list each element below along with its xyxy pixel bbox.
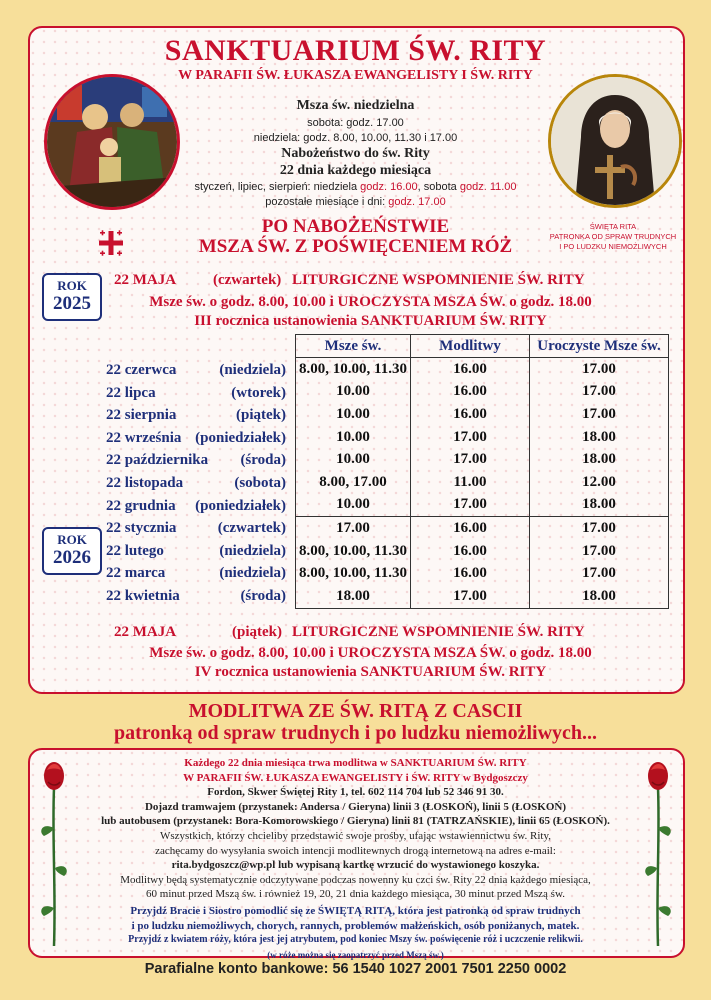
cell-prayers: 16.00: [411, 381, 530, 404]
sunday-mass-line: sobota: godz. 17.00: [307, 117, 404, 129]
table-row: [296, 585, 669, 608]
schedule-table: [295, 334, 669, 609]
event-title: LITURGICZNE WSPOMNIENIE ŚW. RITY: [292, 272, 585, 288]
after-service-heading: MSZA ŚW. Z POŚWIĘCENIEM RÓŻ: [198, 236, 513, 257]
novena-subheading: 22 dnia każdego miesiąca: [279, 163, 432, 178]
event-weekday: (czwartek): [213, 272, 282, 288]
invitation-line: Przyjdź Bracie i Siostro pomodlić się ze ŚWIĘTĄ RITĄ, która jest patronką od spraw trudnych: [130, 904, 581, 917]
weekday-text: (wtorek): [231, 384, 286, 401]
table-row: [296, 448, 669, 471]
schedule-date-label: [106, 362, 286, 384]
event-anniversary: IV rocznica ustanowienia SANKTUARIUM ŚW. RITY: [194, 664, 547, 680]
info-line: 60 minut przed Mszą św. i również 19, 20, 21 dnia każdego miesiąca, 30 minut przed Mszą św.: [146, 888, 565, 901]
weekday-text: (niedziela): [219, 565, 286, 582]
cell-prayers: 16.00: [411, 540, 530, 563]
event-times: Msze św. o godz. 8.00, 10.00 i UROCZYSTA MSZA ŚW. o godz. 18.00: [149, 645, 592, 661]
schedule-date-label: [106, 385, 286, 407]
table-row: [296, 358, 669, 381]
date-text: 22 lipca: [106, 384, 156, 401]
cell-masses: 8.00, 10.00, 11.30: [296, 540, 411, 563]
bus-line: lub autobusem (przystanek: Bora-Komorowskiego / Gieryna) linii 81 (TATRZAŃSKIE), linii 65 (ŁOSKOŃ).: [101, 815, 610, 828]
info-line: zachęcamy do wysyłania swoich intencji modlitewnych drogą internetową na adres e-mail:: [155, 844, 556, 857]
schedule-date-label: [106, 498, 286, 520]
year-badge-value: 2025: [53, 293, 91, 314]
column-header: Uroczyste Msze św.: [530, 335, 669, 358]
date-text: 22 kwietnia: [106, 588, 180, 604]
rose-icon: [640, 758, 676, 953]
page-title: SANKTUARIUM ŚW. RITY: [164, 34, 547, 67]
novena-line: [0, 181, 711, 193]
info-line: Każdego 22 dnia miesiąca trwa modlitwa w SANKTUARIUM ŚW. RITY: [184, 757, 527, 769]
table-row: [296, 494, 669, 517]
cell-solemn: 18.00: [530, 494, 669, 517]
weekday-text: (piątek): [236, 407, 286, 424]
event-weekday: (piątek): [232, 624, 282, 640]
date-text: 22 marca: [106, 565, 166, 582]
invitation-note: (w róże można się zaopatrzyć przed Mszą św.): [267, 949, 444, 960]
weekday-text: (środa): [240, 588, 286, 604]
saint-caption-line: I PO LUDZKU NIEMOŻLIWYCH: [559, 242, 667, 251]
cell-solemn: 12.00: [530, 471, 669, 494]
schedule-date-label: [106, 520, 286, 542]
column-header: Msze św.: [296, 335, 411, 358]
cell-prayers: 17.00: [411, 448, 530, 471]
sunday-mass-heading: Msza św. niedzielna: [296, 98, 415, 113]
info-line: Modlitwy będą systematycznie odczytywane podczas nowenny ku czci św. Rity 22 dnia każdego miesiąca,: [120, 873, 591, 886]
info-line: W PARAFII ŚW. ŁUKASZA EWANGELISTY i ŚW. RITY w Bydgoszczy: [183, 771, 528, 784]
schedule-date-label: [106, 475, 286, 497]
saint-caption-line: PATRONKA OD SPRAW TRUDNYCH: [549, 232, 677, 241]
info-text: [80, 756, 631, 962]
novena-time: godz. 16.00: [360, 181, 418, 193]
date-text: 22 września: [106, 429, 182, 446]
weekday-text: (niedziela): [219, 542, 286, 559]
cell-masses: 10.00: [296, 494, 411, 517]
date-text: 22 października: [106, 452, 209, 469]
cell-masses: 17.00: [296, 517, 411, 540]
novena-time: godz. 17.00: [388, 196, 446, 208]
invitation-line: i po ludzku niemożliwych, chorych, rannych, problemów małżeńskich, osób poniżanych, matek.: [131, 919, 580, 932]
bank-account: Parafialne konto bankowe: 56 1540 1027 2001 7501 2250 0002: [144, 961, 567, 977]
weekday-text: (poniedziałek): [195, 429, 286, 446]
cell-solemn: 17.00: [530, 358, 669, 381]
schedule-date-label: [106, 407, 286, 429]
sunday-mass-line: niedziela: godz. 8.00, 10.00, 11.30 i 17.00: [253, 132, 458, 144]
date-text: 22 grudnia: [106, 497, 176, 514]
cell-prayers: 17.00: [411, 494, 530, 517]
cell-masses: 10.00: [296, 448, 411, 471]
schedule-date-label: [106, 565, 286, 587]
schedule-date-label: [106, 430, 286, 452]
invitation-line: Przyjdź z kwiatem róży, która jest jej atrybutem, pod koniec Mszy św. poświęcenie róż i uczczenie relikwii.: [128, 934, 583, 946]
date-text: 22 listopada: [106, 475, 184, 491]
prayer-heading: MODLITWA ZE ŚW. RITĄ Z CASCII: [188, 700, 523, 722]
weekday-text: (niedziela): [219, 362, 286, 378]
cell-prayers: 16.00: [411, 403, 530, 426]
cell-prayers: 16.00: [411, 562, 530, 585]
cell-solemn: 17.00: [530, 517, 669, 540]
novena-text: pozostałe miesiące i dni:: [265, 196, 389, 208]
cell-masses: 10.00: [296, 381, 411, 404]
cell-solemn: 18.00: [530, 426, 669, 449]
table-row: [296, 403, 669, 426]
schedule-date-label: [106, 588, 286, 610]
novena-line: [0, 196, 711, 208]
cell-prayers: 11.00: [411, 471, 530, 494]
year-badge-label: ROK: [57, 532, 87, 547]
address-line: Fordon, Skwer Świętej Rity 1, tel. 602 114 704 lub 52 346 91 30.: [207, 786, 504, 799]
event-date: 22 MAJA: [114, 272, 177, 288]
page-subtitle: W PARAFII ŚW. ŁUKASZA EWANGELISTY I ŚW. RITY: [178, 68, 533, 83]
cell-solemn: 17.00: [530, 403, 669, 426]
date-text: 22 sierpnia: [106, 407, 177, 424]
column-header: Modlitwy: [411, 335, 530, 358]
weekday-text: (poniedziałek): [195, 497, 286, 514]
tram-line: Dojazd tramwajem (przystanek: Andersa / Gieryna) linii 3 (ŁOSKOŃ), linii 5 (ŁOSKOŃ): [144, 800, 567, 813]
event-anniversary: III rocznica ustanowienia SANKTUARIUM ŚW. RITY: [194, 313, 547, 329]
weekday-text: (czwartek): [217, 520, 286, 537]
cell-prayers: 16.00: [411, 358, 530, 381]
cell-masses: 8.00, 10.00, 11.30: [296, 562, 411, 585]
cell-solemn: 17.00: [530, 381, 669, 404]
after-service-heading: PO NABOŻEŃSTWIE: [261, 216, 450, 237]
cell-masses: 8.00, 10.00, 11.30: [296, 358, 411, 381]
schedule-date-label: [106, 543, 286, 565]
year-badge-2026: [42, 527, 102, 575]
date-text: 22 stycznia: [106, 520, 177, 537]
novena-time: godz. 11.00: [459, 181, 517, 193]
email-line: rita.bydgoszcz@wp.pl lub wypisaną kartkę wrzucić do wystawionego koszyka.: [171, 859, 540, 872]
novena-text: styczeń, lipiec, sierpień: niedziela: [194, 181, 361, 193]
table-row: [296, 562, 669, 585]
cell-solemn: 17.00: [530, 540, 669, 563]
cell-prayers: 17.00: [411, 585, 530, 608]
rose-icon: [36, 758, 72, 953]
year-badge-value: 2026: [53, 547, 91, 568]
cell-solemn: 18.00: [530, 448, 669, 471]
event-date: 22 MAJA: [114, 624, 177, 640]
cell-masses: 10.00: [296, 403, 411, 426]
cell-masses: 10.00: [296, 426, 411, 449]
cell-masses: 8.00, 17.00: [296, 471, 411, 494]
novena-heading: Nabożeństwo do św. Rity: [281, 146, 430, 161]
table-row: [296, 471, 669, 494]
cell-masses: 18.00: [296, 585, 411, 608]
prayer-subheading: patronką od spraw trudnych i po ludzku niemożliwych...: [113, 722, 598, 744]
table-row: [296, 426, 669, 449]
cell-solemn: 18.00: [530, 585, 669, 608]
weekday-text: (środa): [240, 452, 286, 469]
novena-text: , sobota: [417, 181, 460, 193]
table-row: [296, 540, 669, 563]
cell-solemn: 17.00: [530, 562, 669, 585]
year-badge-label: ROK: [57, 278, 87, 293]
cell-prayers: 17.00: [411, 426, 530, 449]
schedule-date-label: [106, 452, 286, 474]
saint-caption-line: ŚWIĘTA RITA: [589, 222, 637, 231]
event-title: LITURGICZNE WSPOMNIENIE ŚW. RITY: [292, 624, 585, 640]
cell-prayers: 16.00: [411, 517, 530, 540]
event-times: Msze św. o godz. 8.00, 10.00 i UROCZYSTA MSZA ŚW. o godz. 18.00: [149, 294, 592, 310]
table-row: [296, 517, 669, 540]
info-line: Wszystkich, którzy chcieliby przedstawić swoje prośby, ufając wstawiennictwu św. Rity,: [159, 829, 551, 842]
date-text: 22 czerwca: [106, 362, 177, 378]
date-text: 22 lutego: [106, 542, 164, 559]
table-row: [296, 381, 669, 404]
weekday-text: (sobota): [234, 475, 286, 491]
